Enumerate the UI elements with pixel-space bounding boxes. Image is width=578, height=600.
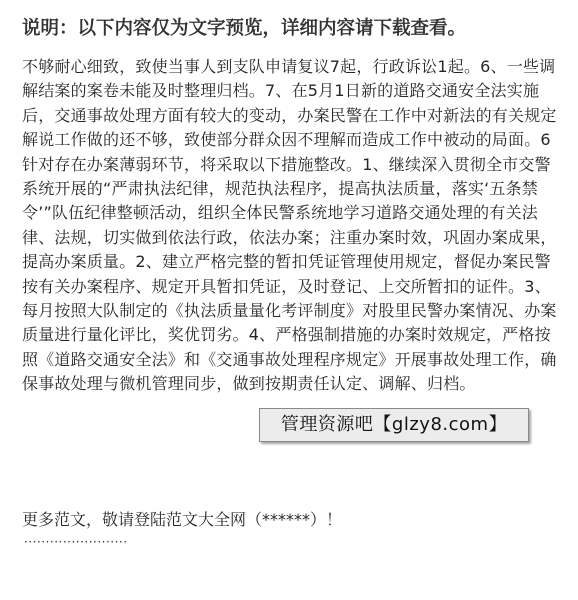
dotted-separator: ························ xyxy=(24,535,128,549)
watermark-badge: 管理资源吧【glzy8.com】 xyxy=(259,408,529,442)
preview-notice: 说明：以下内容仅为文字预览，详细内容请下载查看。 xyxy=(22,18,467,39)
more-templates-line: 更多范文，敬请登陆范文大全网（******）！ xyxy=(22,510,343,529)
document-body-text: 不够耐心细致，致使当事人到支队申请复议7起，行政诉讼1起。6、一些调解结案的案卷未能及时整理归档。7、在5月1日新的道路交通安全法实施后，交通事故处理方面有较大的变动，办案民警在工作中对新法的有关规定解说工作做的还不够，致使部分群众因不理解而造成工作中被动的局面。6 针对存在办案薄弱环节，将采取以下措施整改。1、继续深入贯彻全市交警系统开展的“严肃执法纪律，规范执法程序，提高执法质量，落实‘五条禁令’”队伍纪律整顿活动，组织全体民警系统地学习道路交通处理的有关法律、法规，切实做到依法行政，依法办案；注重办案时效，巩固办案成果，提高办案质量。2、建立严格完整的暂扣凭证管理使用规定，督促办案民警按有关办案程序、规定开具暂扣凭证，及时登记、上交所暂扣的证件。3、每月按照大队制定的《执法质量量化考评制度》对股里民警办案情况、办案质量进行量化评比，奖优罚劣。4、严格强制措施的办案时效规定，严格按照《道路交通安全法》和《交通事故处理程序规定》开展事故处理工作，确保事故处理与微机管理同步，做到按期责任认定、调解、归档。 xyxy=(22,57,557,394)
